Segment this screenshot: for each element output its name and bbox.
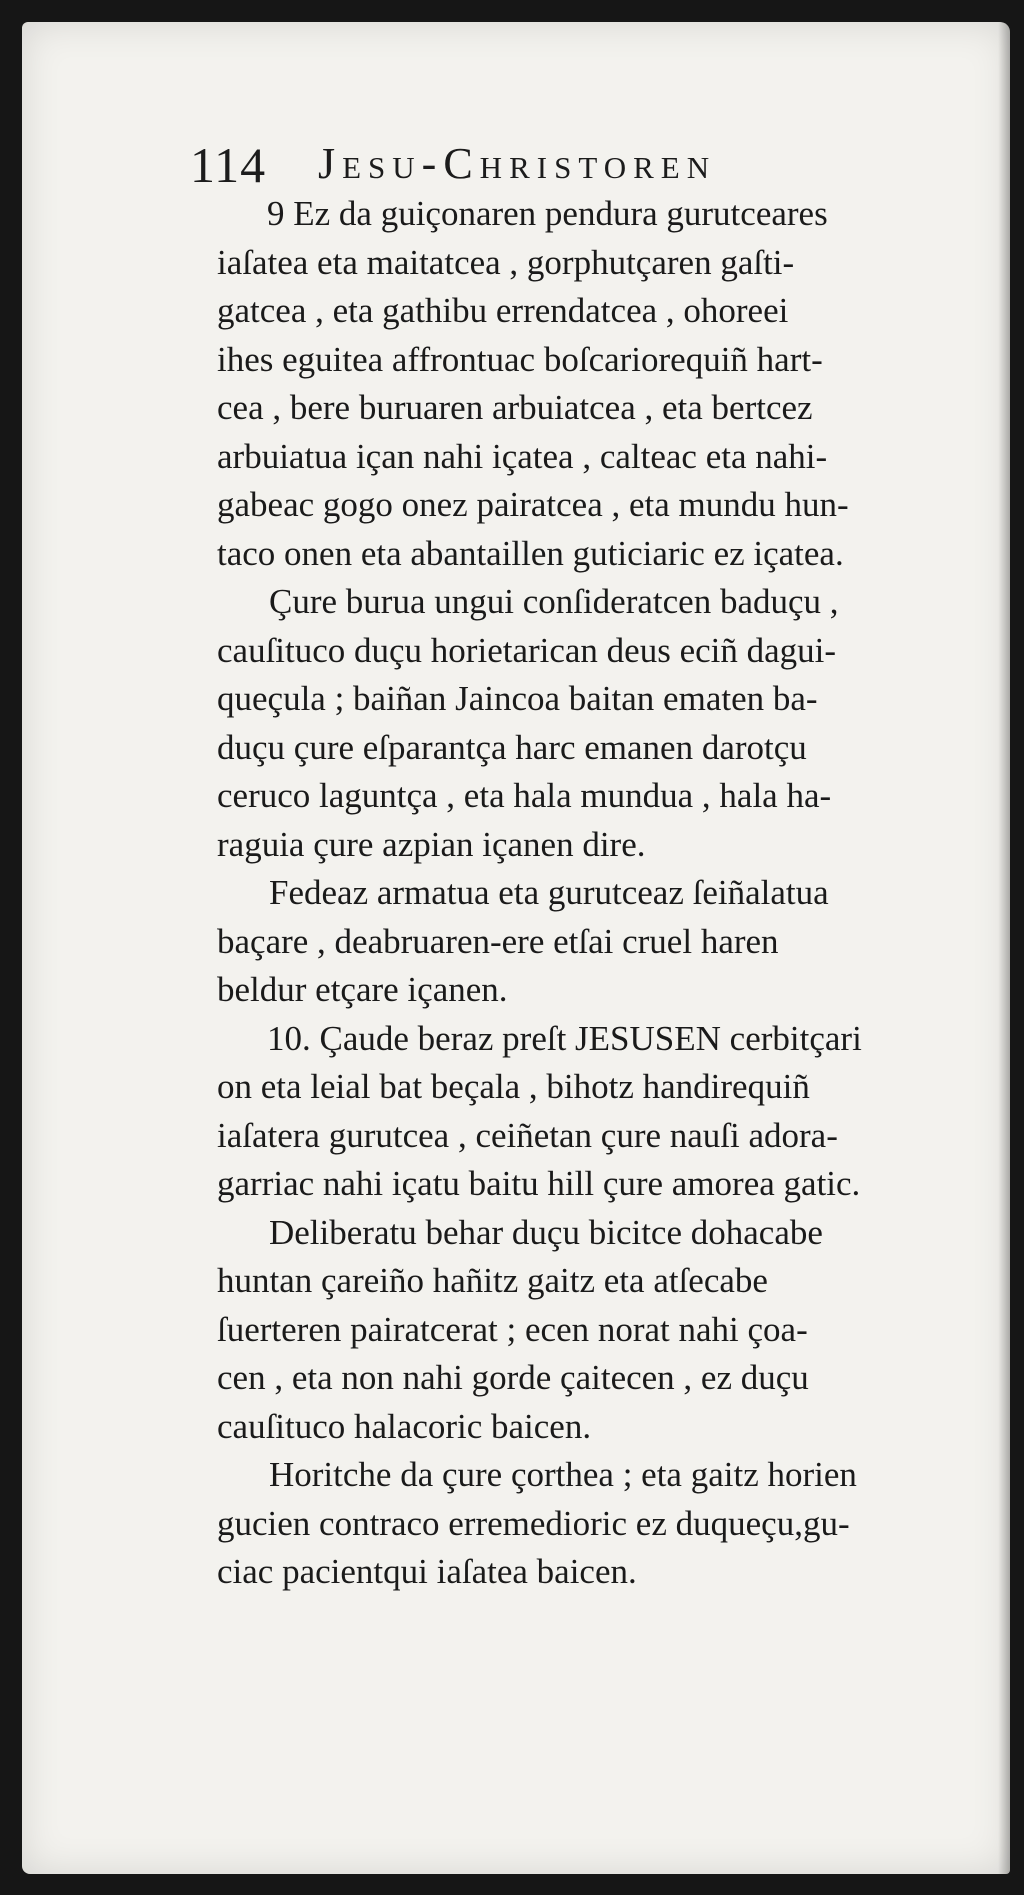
text-line: gatcea , eta gathibu errendatcea , ohoreei: [217, 291, 789, 330]
text-line: 10. Çaude beraz preſt JESUSEN cerbitçari: [267, 1018, 862, 1058]
text-line: cen , eta non nahi gorde çaitecen , ez duçu: [217, 1358, 809, 1397]
page-number: 114: [190, 137, 267, 193]
text-line: cauſituco halacoric baicen.: [217, 1406, 592, 1446]
text-line: gabeac gogo onez pairatcea , eta mundu hun-: [217, 485, 849, 524]
text-line: Horitche da çure çorthea ; eta gaitz horien: [269, 1455, 857, 1494]
text-line: iaſatera gurutcea , ceiñetan çure nauſi adora-: [217, 1115, 838, 1155]
text-line: cauſituco duçu horietarican deus eciñ dagui-: [217, 630, 837, 670]
text-line: ihes eguitea affrontuac boſcariorequiñ hart-: [217, 339, 823, 379]
text-line: beldur etçare içanen.: [217, 970, 508, 1009]
text-line: arbuiatua içan nahi içatea , calteac eta nahi-: [217, 436, 828, 476]
text-line: Deliberatu behar duçu bicitce dohacabe: [269, 1212, 823, 1252]
running-title: Jesu-Christoren: [318, 139, 717, 188]
book-page: [22, 22, 1010, 1874]
text-line: taco onen eta abantaillen guticiaric ez içatea.: [217, 533, 844, 573]
text-line: gucien contraco erremedioric ez duqueçu,gu-: [217, 1503, 850, 1543]
text-line: garriac nahi içatu baitu hill çure amorea gatic.: [217, 1164, 861, 1203]
paragraph-9: [217, 190, 1011, 578]
text-line: ceruco laguntça , eta hala mundua , hala ha-: [217, 776, 832, 815]
text-line: Fedeaz armatua eta gurutceaz ſeiñalatua: [269, 873, 829, 912]
text-line: 9 Ez da guiçonaren pendura gurutceares: [267, 194, 828, 233]
paragraph-10: [217, 1015, 1011, 1209]
text-line: Çure burua ungui conſideratcen baduçu ,: [269, 582, 839, 621]
text-line: huntan çareiño hañitz gaitz eta atſecabe: [217, 1261, 768, 1300]
body-text: [217, 190, 1011, 1597]
text-line: queçula ; baiñan Jaincoa baitan ematen ba-: [217, 679, 818, 718]
paragraph-horitche: [217, 1451, 1011, 1597]
paragraph-deliberatu: [217, 1209, 1011, 1452]
page-header: [190, 130, 890, 193]
text-line: ciac pacientqui iaſatea baicen.: [217, 1552, 637, 1591]
paragraph-fedeaz: [217, 869, 1011, 1015]
text-line: baçare , deabruaren-ere etſai cruel haren: [217, 921, 779, 961]
text-line: iaſatea eta maitatcea , gorphutçaren gaſti-: [217, 242, 795, 282]
text-line: ſuerteren pairatcerat ; ecen norat nahi çoa-: [217, 1309, 808, 1349]
text-line: cea , bere buruaren arbuiatcea , eta bertcez: [217, 388, 813, 427]
text-line: duçu çure eſparantça harc emanen darotçu: [217, 727, 807, 767]
paragraph-cure-burua: [217, 578, 1011, 869]
text-line: raguia çure azpian içanen dire.: [217, 824, 646, 864]
text-line: on eta leial bat beçala , bihotz handirequiñ: [217, 1067, 810, 1106]
